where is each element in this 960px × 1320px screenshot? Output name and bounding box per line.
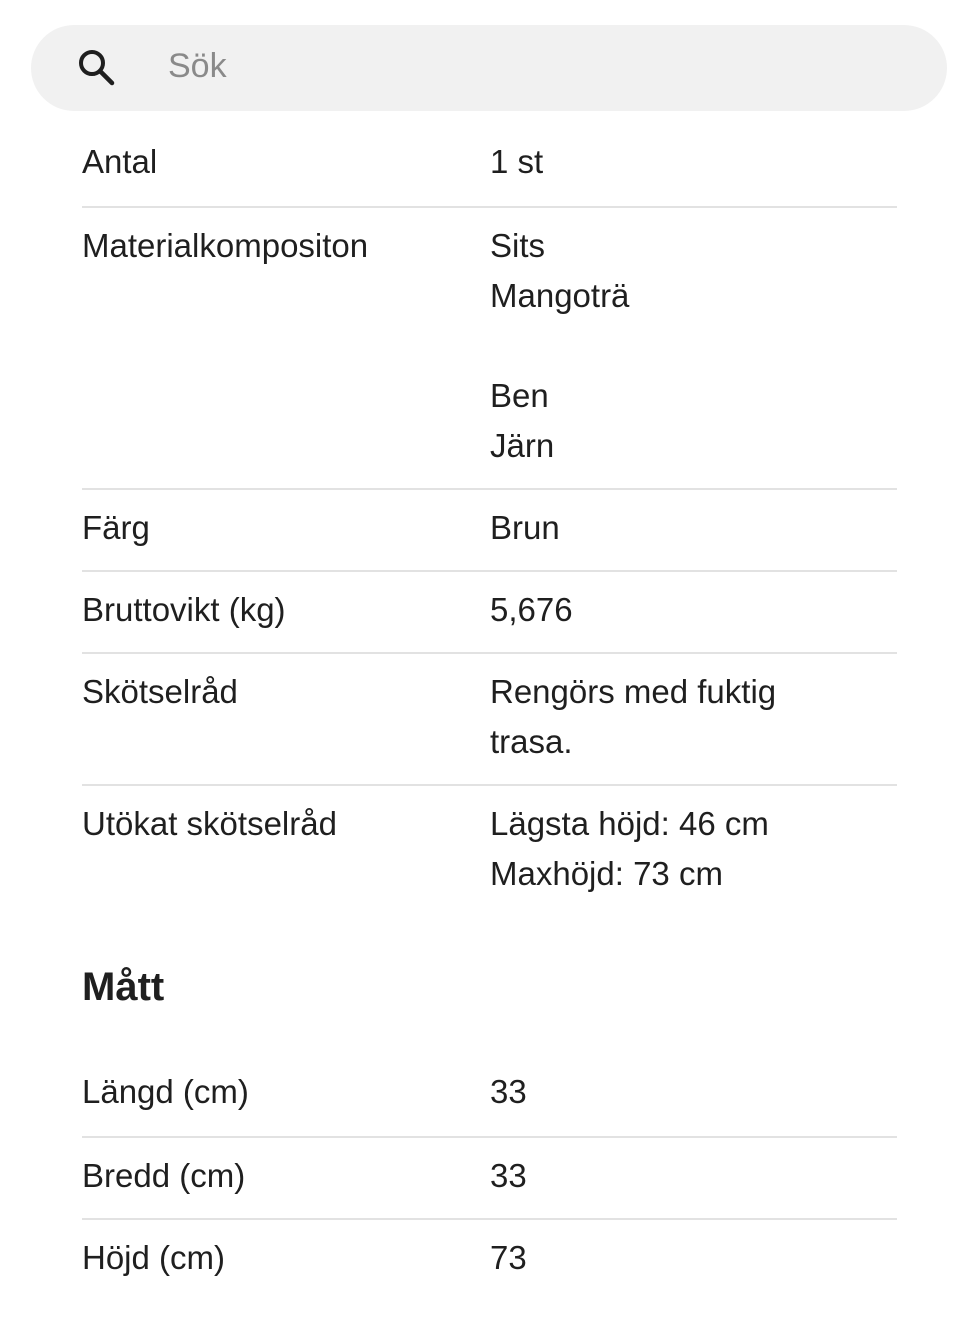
spec-label: Bruttovikt (kg): [82, 591, 286, 628]
spec-value: Lägsta höjd: 46 cm Maxhöjd: 73 cm: [490, 805, 769, 892]
spec-label: Antal: [82, 143, 158, 180]
spec-table: [82, 130, 897, 906]
dimension-row-length: [82, 1060, 897, 1138]
spec-label: Materialkompositon: [82, 227, 369, 264]
dimension-value: 33: [490, 1157, 527, 1194]
spec-row-extended-care: [82, 786, 897, 906]
dimension-row-width: [82, 1138, 897, 1220]
dimension-value: 33: [490, 1073, 527, 1110]
spec-value: 5,676: [490, 591, 573, 628]
dimension-value: 73: [490, 1239, 527, 1276]
spec-row-material: [82, 208, 897, 490]
search-input[interactable]: [168, 40, 868, 92]
search-icon[interactable]: [76, 47, 116, 87]
spec-row-weight: [82, 572, 897, 654]
spec-value: Sits Mangoträ Ben Järn: [490, 227, 630, 464]
spec-label: Utökat skötselråd: [82, 805, 337, 842]
dimension-row-height: [82, 1220, 897, 1300]
spec-value: 1 st: [490, 143, 544, 180]
dimensions-table: [82, 1060, 897, 1300]
dimension-label: Bredd (cm): [82, 1157, 246, 1194]
dimensions-heading: Mått: [82, 965, 165, 1009]
spec-label: Skötselråd: [82, 673, 238, 710]
dimension-label: Längd (cm): [82, 1073, 249, 1110]
dimension-label: Höjd (cm): [82, 1239, 226, 1276]
spec-row-care: [82, 654, 897, 786]
spec-row-antal: [82, 130, 897, 208]
spec-value: Rengörs med fuktig trasa.: [490, 673, 777, 760]
spec-row-color: [82, 490, 897, 572]
spec-label: Färg: [82, 509, 150, 546]
spec-value: Brun: [490, 509, 560, 546]
